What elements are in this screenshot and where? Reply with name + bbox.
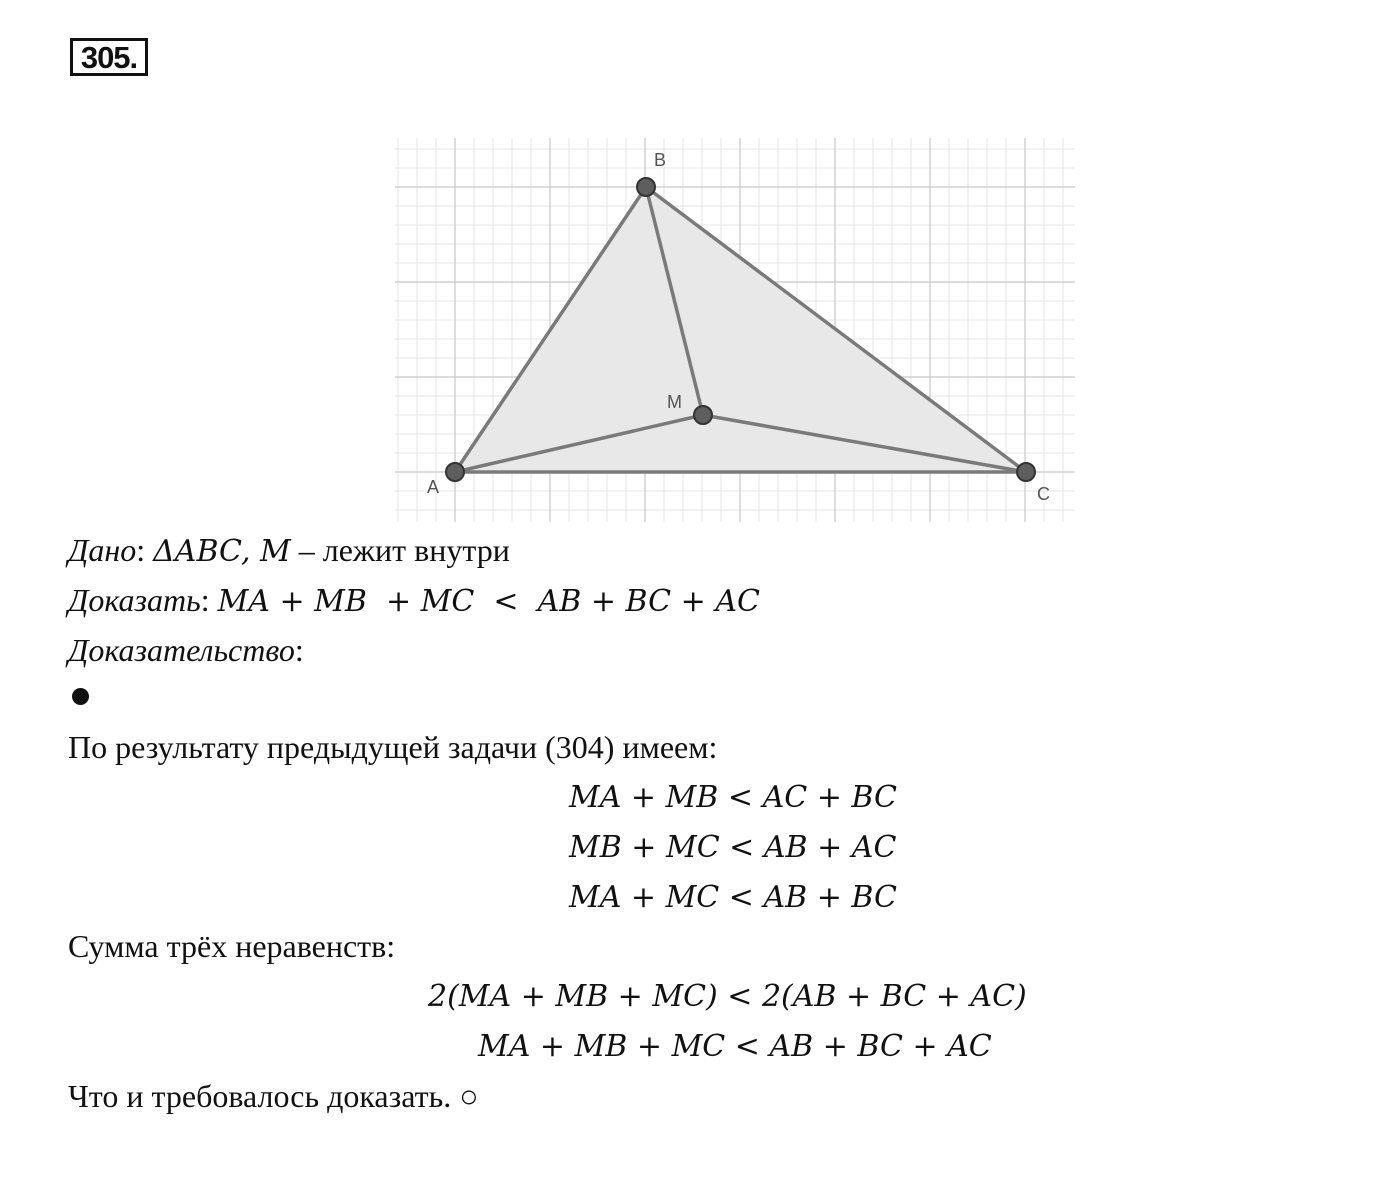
prove-colon: : bbox=[200, 582, 210, 618]
problem-number: 305. bbox=[70, 38, 148, 76]
inequality-1: MA + MB < AC + BC bbox=[569, 780, 897, 815]
label-m: M bbox=[667, 392, 682, 412]
given-line bbox=[68, 530, 510, 572]
triangle-figure bbox=[395, 138, 1075, 522]
point-a bbox=[446, 463, 464, 481]
point-b bbox=[637, 178, 655, 196]
point-m bbox=[694, 406, 712, 424]
result-equation: MA + MB + MC < AB + BC + AC bbox=[478, 1029, 992, 1064]
proof-label: Доказательство bbox=[68, 632, 295, 668]
label-b: B bbox=[654, 150, 667, 170]
given-text: – лежит внутри bbox=[290, 532, 510, 568]
sum-equation: 2(MA + MB + MC) < 2(AB + BC + AC) bbox=[428, 979, 1027, 1014]
proof-line bbox=[68, 630, 304, 670]
inequality-3: MA + MC < AB + BC bbox=[569, 880, 897, 915]
prove-line bbox=[68, 580, 760, 622]
intro-line: По результату предыдущей задачи (304) имеем: bbox=[68, 729, 718, 765]
given-math: ΔABC, M bbox=[153, 534, 291, 569]
label-c: C bbox=[1037, 484, 1050, 504]
point-c bbox=[1017, 463, 1035, 481]
inequality-2: MB + MC < AB + AC bbox=[569, 830, 897, 865]
proof-colon: : bbox=[294, 632, 304, 668]
sum-label-line: Сумма трёх неравенств: bbox=[68, 928, 396, 964]
conclusion-line: Что и требовалось доказать. ○ bbox=[68, 1078, 479, 1114]
prove-label: Доказать bbox=[68, 582, 201, 618]
given-label: Дано bbox=[68, 532, 137, 568]
given-colon: : bbox=[136, 532, 146, 568]
label-a: A bbox=[427, 477, 440, 497]
prove-math: MA + MB + MC < AB + BC + AC bbox=[217, 584, 760, 619]
bullet bbox=[72, 688, 89, 705]
